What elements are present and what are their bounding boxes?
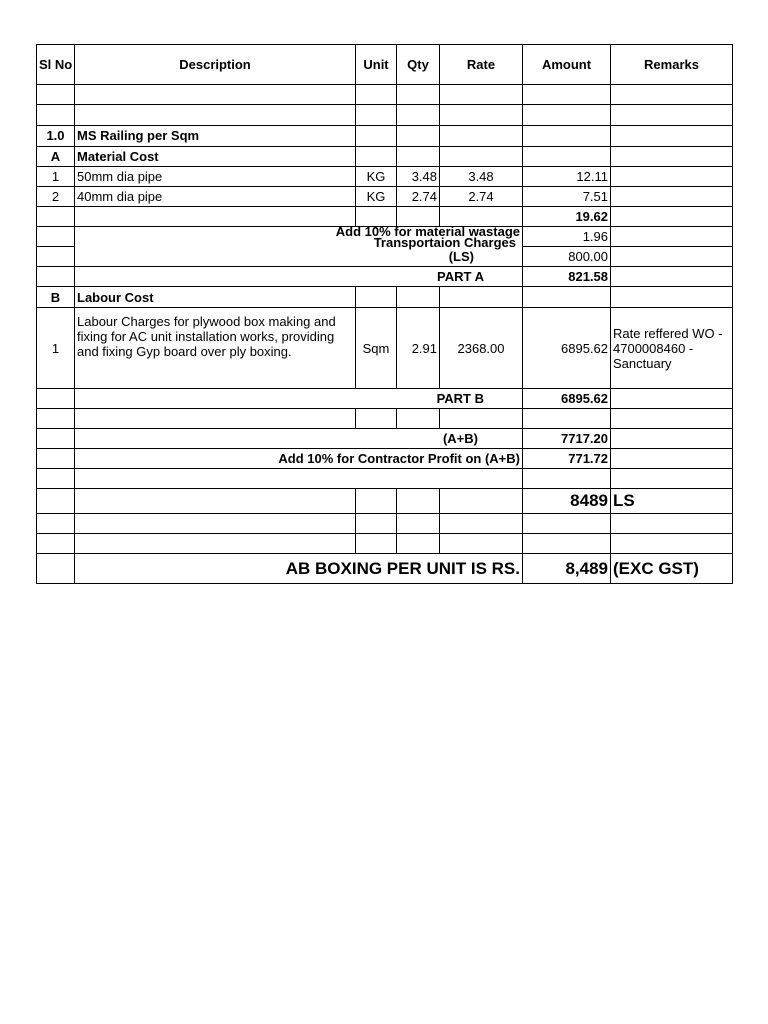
table-row [37, 186, 733, 206]
header-unit: Unit [356, 45, 397, 85]
subsection-title: Labour Cost [75, 287, 356, 308]
row-qty: 3.48 [397, 166, 440, 186]
row-unit: KG [356, 166, 397, 186]
header-qty: Qty [397, 45, 440, 85]
summary-label: AB BOXING PER UNIT IS RS. [75, 553, 523, 583]
row-rate: 2368.00 [440, 308, 523, 388]
row-unit: KG [356, 186, 397, 206]
subsection-title: Material Cost [75, 146, 356, 166]
blank-row [37, 513, 733, 533]
table-row [37, 308, 733, 388]
blank-row [37, 408, 733, 428]
profit-label: Add 10% for Contractor Profit on (A+B) [75, 449, 523, 469]
row-unit: Sqm [356, 308, 397, 388]
transport-label: Transportaion Charges [373, 234, 516, 250]
part-a-row [37, 267, 733, 287]
section-row [37, 126, 733, 146]
row-slno: 1 [37, 308, 75, 388]
wastage-label: Add 10% for material wastage [335, 223, 520, 239]
transport-unit: (LS) [75, 247, 523, 267]
header-description: Description [75, 45, 356, 85]
row-remarks: Rate reffered WO - 4700008460 - Sanctuary [611, 308, 733, 388]
subsection-letter: B [37, 287, 75, 308]
subsection-row [37, 287, 733, 308]
a-plus-b-label: (A+B) [75, 429, 523, 449]
blank-row [37, 469, 733, 489]
header-slno: Sl No [37, 45, 75, 85]
profit-amount: 771.72 [523, 449, 611, 469]
row-rate: 2.74 [440, 186, 523, 206]
summary-row [37, 553, 733, 583]
row-rate: 3.48 [440, 166, 523, 186]
part-b-label: PART B [75, 388, 523, 408]
row-description: 40mm dia pipe [75, 186, 356, 206]
row-description: Labour Charges for plywood box making and fixing for AC unit installation works, providing and fixing Gyp board over ply boxing. [75, 308, 356, 388]
subsection-row [37, 146, 733, 166]
transport-amount: 800.00 [523, 247, 611, 267]
row-amount: 6895.62 [523, 308, 611, 388]
total-row [37, 489, 733, 513]
total-unit: LS [611, 489, 733, 513]
summary-amount: 8,489 [523, 553, 611, 583]
estimate-table [36, 44, 733, 584]
total-amount: 8489 [523, 489, 611, 513]
overlap-label-cell [75, 223, 523, 250]
row-description: 50mm dia pipe [75, 166, 356, 186]
a-plus-b-amount: 7717.20 [523, 429, 611, 449]
section-title: MS Railing per Sqm [75, 126, 356, 146]
blank-row [37, 85, 733, 105]
subsection-letter: A [37, 146, 75, 166]
row-amount: 7.51 [523, 186, 611, 206]
material-subtotal: 19.62 [523, 206, 611, 226]
summary-note: (EXC GST) [611, 553, 733, 583]
a-plus-b-row [37, 429, 733, 449]
header-remarks: Remarks [611, 45, 733, 85]
row-qty: 2.91 [397, 308, 440, 388]
blank-row [37, 533, 733, 553]
part-a-label: PART A [75, 267, 523, 287]
part-b-amount: 6895.62 [523, 388, 611, 408]
header-amount: Amount [523, 45, 611, 85]
row-slno: 2 [37, 186, 75, 206]
header-row [37, 45, 733, 85]
row-slno: 1 [37, 166, 75, 186]
row-amount: 12.11 [523, 166, 611, 186]
profit-row [37, 449, 733, 469]
part-a-amount: 821.58 [523, 267, 611, 287]
part-b-row [37, 388, 733, 408]
header-rate: Rate [440, 45, 523, 85]
row-qty: 2.74 [397, 186, 440, 206]
section-number: 1.0 [37, 126, 75, 146]
blank-row [37, 105, 733, 126]
wastage-amount: 1.96 [523, 226, 611, 246]
table-row [37, 166, 733, 186]
wastage-row [37, 226, 733, 246]
